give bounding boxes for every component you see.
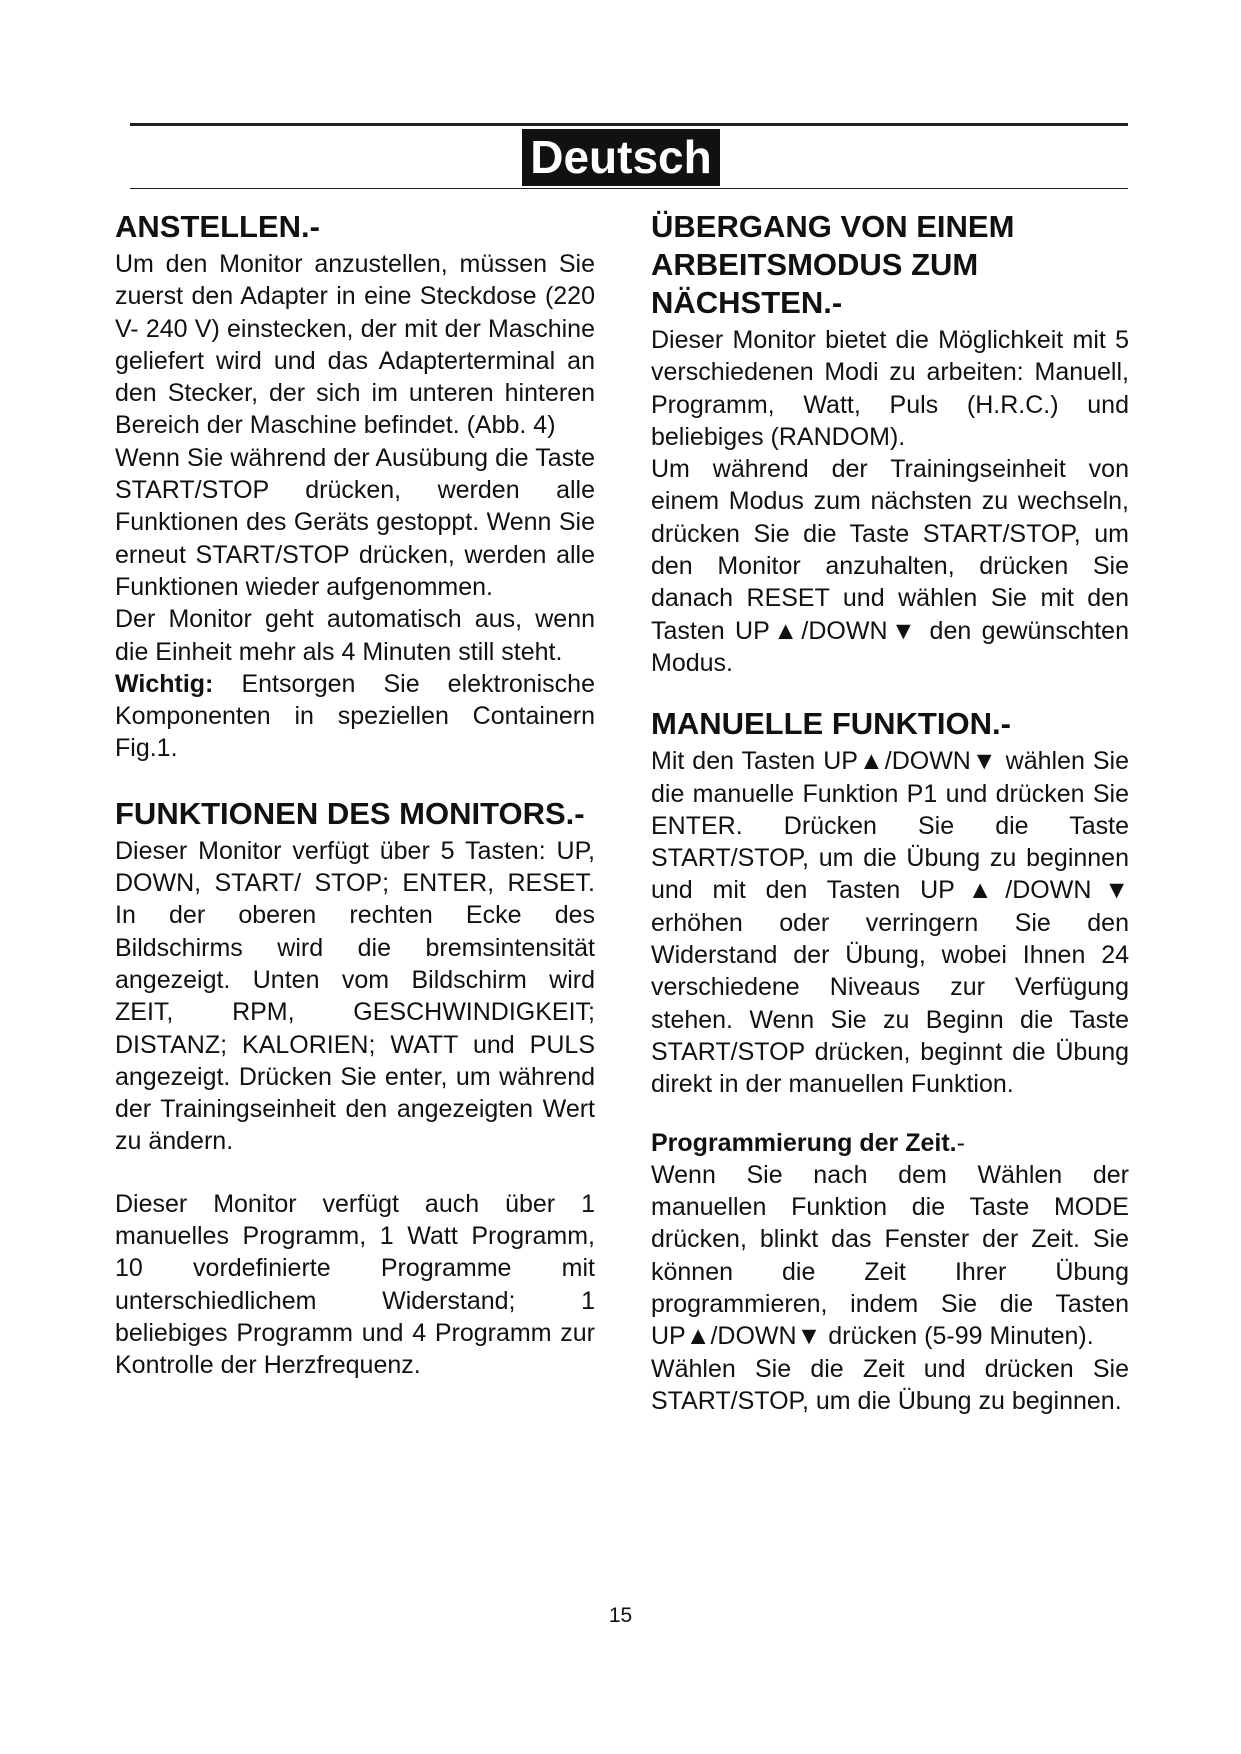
paragraph: Mit den Tasten UP▲/DOWN▼ wählen Sie die manuelle Funktion P1 und drücken Sie ENTER. Drücken Sie die Taste START/STOP, um die Übung zu beginnen und mit den Tasten UP▲/DOWN▼ erhöhen oder verringern Sie den Widerstand der Übung, wobei Ihnen 24 verschiedene Niveaus zur Verfügung stehen. Wenn Sie zu Beginn die Taste START/STOP drücken, beginnt die Übung direkt in der manuellen Funktion. bbox=[651, 747, 1129, 1099]
section-title-anstellen: ANSTELLEN.- bbox=[115, 209, 320, 244]
important-text: Entsorgen Sie elektronische Komponenten in speziellen Containern Fig.1. bbox=[115, 669, 595, 763]
paragraph: Dieser Monitor verfügt über 5 Tasten: UP, DOWN, START/ STOP; ENTER, RESET. In der oberen rechten Ecke des Bildschirms wird die bremsintensität angezeigt. Unten vom Bildschirm wird ZEIT, RPM, GESCHWINDIGKEIT; DISTANZ; KALORIEN; WATT und PULS angezeigt. Drücken Sie enter, um während der Trainingseinheit den angezeigten Wert zu ändern. bbox=[115, 836, 595, 1156]
subsection-title bbox=[651, 1127, 1129, 1159]
paragraph: Wenn Sie nach dem Wählen der manuellen Funktion die Taste MODE drücken, blinkt das Fenster der Zeit. Sie können die Zeit Ihrer Übung programmieren, indem Sie die Tasten UP▲/DOWN▼ drücken (5-99 Minuten). bbox=[651, 1160, 1129, 1351]
important-label: Wichtig: bbox=[115, 669, 214, 698]
header-rule-top bbox=[130, 123, 1128, 126]
paragraph: Um den Monitor anzustellen, müssen Sie zuerst den Adapter in eine Steckdose (220 V- 240 V) einstecken, der mit der Maschine geliefert wird und das Adapterterminal an den Stecker, der sich im unteren hinteren Bereich der Maschine befindet. (Abb. 4) bbox=[115, 250, 595, 440]
paragraph: Wählen Sie die Zeit und drücken Sie START/STOP, um die Übung zu beginnen. bbox=[651, 1354, 1129, 1415]
paragraph: Dieser Monitor bietet die Möglichkeit mit 5 verschiedenen Modi zu arbeiten: Manuell, Programm, Watt, Puls (H.R.C.) und beliebiges (RANDOM). bbox=[651, 326, 1129, 451]
paragraph: Der Monitor geht automatisch aus, wenn die Einheit mehr als 4 Minuten still steht. bbox=[115, 605, 595, 666]
section-title-funktionen: FUNKTIONEN DES MONITORS.- bbox=[115, 795, 585, 831]
header-rule-bottom bbox=[130, 188, 1128, 189]
right-column bbox=[651, 208, 1129, 1417]
left-column bbox=[115, 208, 595, 1382]
paragraph: Wenn Sie während der Ausübung die Taste START/STOP drücken, werden alle Funktionen des Geräts gestoppt. Wenn Sie erneut START/STOP drücken, werden alle Funktionen wieder aufgenommen. bbox=[115, 443, 595, 601]
subsection-title-text: Programmierung der Zeit. bbox=[651, 1128, 957, 1157]
section-title-manuelle-funktion: MANUELLE FUNKTION.- bbox=[651, 706, 1011, 742]
important-note bbox=[115, 668, 595, 765]
page-number: 15 bbox=[608, 1604, 633, 1627]
subsection-title-suffix: - bbox=[956, 1128, 965, 1157]
section-title-uebergang: ÜBERGANG VON EINEM ARBEITSMODUS ZUM NÄCHSTEN.- bbox=[651, 209, 1015, 320]
paragraph: Dieser Monitor verfügt auch über 1 manuelles Programm, 1 Watt Programm, 10 vordefinierte Programme mit unterschiedlichem Widerstand; 1 beliebiges Programm und 4 Programm zur Kontrolle der Herzfrequenz. bbox=[115, 1189, 595, 1380]
language-tag: Deutsch bbox=[522, 129, 720, 186]
paragraph: Um während der Trainingseinheit von einem Modus zum nächsten zu wechseln, drücken Sie die Taste START/STOP, um den Monitor anzuhalten, drücken Sie danach RESET und wählen Sie mit den Tasten UP▲/DOWN▼ den gewünschten Modus. bbox=[651, 455, 1129, 677]
